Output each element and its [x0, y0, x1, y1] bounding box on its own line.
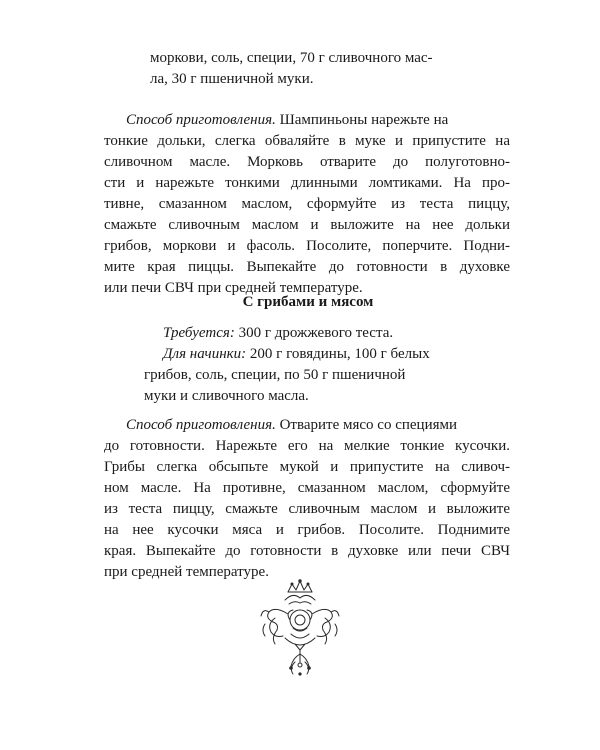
method1-line-8: мите края пиццы. Выпекайте до готовности в духовке	[104, 259, 510, 275]
method2-line-1-text: Отварите мясо со специями	[275, 417, 458, 433]
method1-line-1-text: Шампиньоны нарежьте на	[275, 112, 449, 128]
recipe-title: С грибами и мясом	[242, 294, 374, 310]
method2-line-1	[126, 415, 457, 435]
ingredients-line-1: моркови, соль, специи, 70 г сливочного мас-	[150, 50, 433, 66]
method1-line-9: или печи СВЧ при средней температуре.	[104, 280, 363, 296]
filling-label: Для начинки:	[163, 346, 247, 362]
method2-line-8: при средней температуре.	[104, 564, 269, 580]
filling-text: 200 г говядины, 100 г белых	[246, 346, 430, 362]
method2-line-7: края. Выпекайте до готовности в духовке или печи СВЧ	[104, 543, 510, 559]
ornament-icon	[255, 578, 345, 678]
method2-line-2: до готовности. Нарежьте его на мелкие тонкие кусочки.	[104, 438, 510, 454]
method1-line-6: смажьте сливочным маслом и выложите на нее дольки	[104, 217, 510, 233]
filling-line-1	[163, 344, 430, 364]
method1-line-4: сти и нарежьте тонкими длинными ломтиками. На про-	[104, 175, 510, 191]
filling-line-2: грибов, соль, специи, по 50 г пшеничной	[144, 367, 406, 383]
method2-label: Способ приготовления.	[126, 417, 276, 433]
method1-line-3: сливочном масле. Морковь отварите до полуготовно-	[104, 154, 510, 170]
method2-line-4: ном масле. На противне, смазанном маслом, сформуйте	[104, 480, 510, 496]
method1-line-2: тонкие дольки, слегка обваляйте в муке и припустите на	[104, 133, 510, 149]
method1-line-1	[126, 110, 448, 130]
method2-line-3: Грибы слегка обсыпьте мукой и припустите на сливоч-	[104, 459, 510, 475]
required-text: 300 г дрожжевого теста.	[234, 325, 394, 341]
method2-line-5: из теста пиццу, смажьте сливочным маслом и выложите	[104, 501, 510, 517]
method1-label: Способ приготовления.	[126, 112, 276, 128]
method2-line-6: на нее кусочки мяса и грибов. Посолите. Поднимите	[104, 522, 510, 538]
method1-line-5: тивне, смазанном маслом, сформуйте из теста пиццу,	[104, 196, 510, 212]
required-label: Требуется:	[163, 325, 235, 341]
method1-line-7: грибов, моркови и фасоль. Посолите, поперчите. Подни-	[104, 238, 510, 254]
ingredients-line-2: ла, 30 г пшеничной муки.	[150, 71, 314, 87]
required-line	[163, 323, 393, 343]
filling-line-3: муки и сливочного масла.	[144, 388, 309, 404]
